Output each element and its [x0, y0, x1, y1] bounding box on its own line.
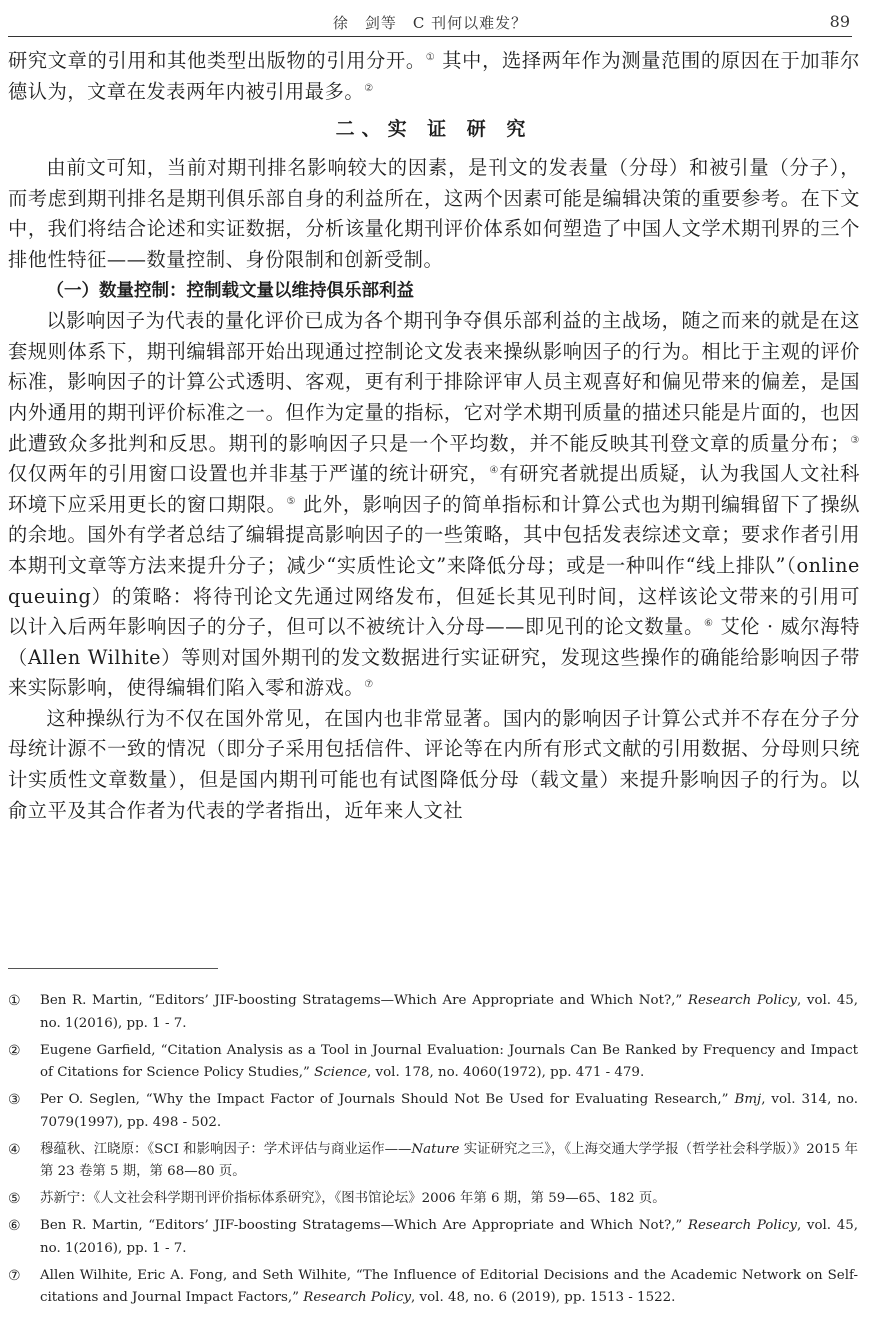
continued-paragraph: 研究文章的引用和其他类型出版物的引用分开。① 其中，选择两年作为测量范围的原因在于加菲尔德认为，文章在发表两年内被引用最多。②	[8, 49, 860, 103]
footnote-number: ⑥	[8, 1218, 21, 1235]
running-header	[8, 10, 852, 37]
footnote: ⑦ Allen Wilhite, Eric A. Fong, and Seth Wilhite, “The Influence of Editorial Decisions and the Academic Network on Self-citations and Journal Impact Factors,” Research Policy, vol. 48, no. 6 (2019), pp. 1513 - 1522.	[8, 1265, 858, 1310]
main-paragraph: 以影响因子为代表的量化评价已成为各个期刊争夺俱乐部利益的主战场，随之而来的就是在这套规则体系下，期刊编辑部开始出现通过控制论文发表来操纵影响因子的行为。相比于主观的评价标准，影响因子的计算公式透明、客观，更有利于排除评审人员主观喜好和偏见带来的偏差，是国内外通用的期刊评价标准之一。但作为定量的指标，它对学术期刊质量的描述只能是片面的，也因此遭致众多批判和反思。期刊的影响因子只是一个平均数，并不能反映其刊登文章的质量分布；③仅仅两年的引用窗口设置也并非基于严谨的统计研究，④有研究者就提出质疑，认为我国人文社科环境下应采用更长的窗口期限。⑤ 此外，影响因子的简单指标和计算公式也为期刊编辑留下了操纵的余地。国外有学者总结了编辑提高影响因子的一些策略，其中包括发表综述文章；要求作者引用本期刊文章等方法来提升分子；减少“实质性论文”来降低分母；或是一种叫作“线上排队”（online queuing）的策略：将待刊论文先通过网络发布，但延长其见刊时间，这样该论文带来的引用可以计入后两年影响因子的分子，但可以不被统计入分母——即见刊的论文数量。⑥ 艾伦 · 威尔海特（Allen Wilhite）等则对国外期刊的发文数据进行实证研究，发现这些操作的确能给影响因子带来实际影响，使得编辑们陷入零和游戏。⑦	[8, 309, 861, 700]
intro-paragraph: 由前文可知，当前对期刊排名影响较大的因素，是刊文的发表量（分母）和被引量（分子），而考虑到期刊排名是期刊俱乐部自身的利益所在，这两个因素可能是编辑决策的重要参考。在下文中，我们将结合论述和实证数据，分析该量化期刊评价体系如何塑造了中国人文学术期刊界的三个排他性特征——数量控制、身份限制和创新受制。	[8, 156, 860, 271]
subsection-title: （一）数量控制：控制载文量以维持俱乐部利益	[46, 280, 414, 301]
footnote-number: ⑦	[8, 1267, 21, 1284]
footnote: ② Eugene Garfield, “Citation Analysis as a Tool in Journal Evaluation: Journals Can Be Ranked by Frequency and Impact of Citations for Science Policy Studies,” Science, vol. 178, no. 4060(1972), pp. 471 - 479.	[8, 1040, 858, 1085]
footnote-ref[interactable]: ⑤	[286, 495, 297, 507]
footnote-ref[interactable]: ④	[489, 465, 500, 477]
footnote-ref[interactable]: ⑦	[364, 679, 374, 691]
running-title: 徐 剑等 C 刊何以难发？	[332, 14, 528, 32]
footnote-ref[interactable]: ①	[425, 52, 436, 63]
section-title: 二、实 证 研 究	[335, 118, 533, 141]
footnote: ⑥ Ben R. Martin, “Editors’ JIF-boosting Stratagems—Which Are Appropriate and Which Not?,” Research Policy, vol. 45, no. 1(2016), pp. 1 - 7.	[8, 1215, 858, 1260]
footnote-number: ①	[8, 993, 21, 1009]
footnote-divider	[8, 968, 218, 969]
footnote-number: ⑤	[8, 1191, 21, 1208]
last-paragraph: 这种操纵行为不仅在国外常见，在国内也非常显著。国内的影响因子计算公式并不存在分子分母统计源不一致的情况（即分子采用包括信件、评论等在内所有形式文献的引用数据、分母则只统计实质性文章数量），但是国内期刊可能也有试图降低分母（载文量）来提升影响因子的行为。以俞立平及其合作者为代表的学者指出，近年来人文社	[8, 706, 860, 822]
footnote-number: ②	[8, 1042, 21, 1059]
page-number: 89	[829, 12, 850, 31]
footnote: ③ Per O. Seglen, “Why the Impact Factor of Journals Should Not Be Used for Evaluating Research,” Bmj, vol. 314, no. 7079(1997), pp. 498 - 502.	[8, 1089, 858, 1134]
footnote: ⑤ 苏新宁：《人文社会科学期刊评价指标体系研究》，《图书馆论坛》2006 年第 6 期，第 59—65、182 页。	[8, 1188, 858, 1211]
footnote-number: ③	[8, 1092, 21, 1109]
footnote: ① Ben R. Martin, “Editors’ JIF-boosting Stratagems—Which Are Appropriate and Which Not?,” Research Policy, vol. 45, no. 1(2016), pp. 1 - 7.	[8, 990, 858, 1035]
footnotes	[8, 990, 858, 1314]
footnote-ref[interactable]: ②	[364, 82, 374, 94]
main-text	[8, 46, 860, 826]
footnote-ref[interactable]: ③	[850, 434, 860, 446]
footnote-number: ④	[8, 1141, 21, 1158]
footnote: ④ 穆蕴秋、江晓原：《SCI 和影响因子：学术评估与商业运作——Nature 实证研究之三》，《上海交通大学学报（哲学社会科学版）》2015 年第 23 卷第 5 期，第 68—80 页。	[8, 1139, 858, 1184]
footnote-ref[interactable]: ⑥	[703, 618, 714, 630]
